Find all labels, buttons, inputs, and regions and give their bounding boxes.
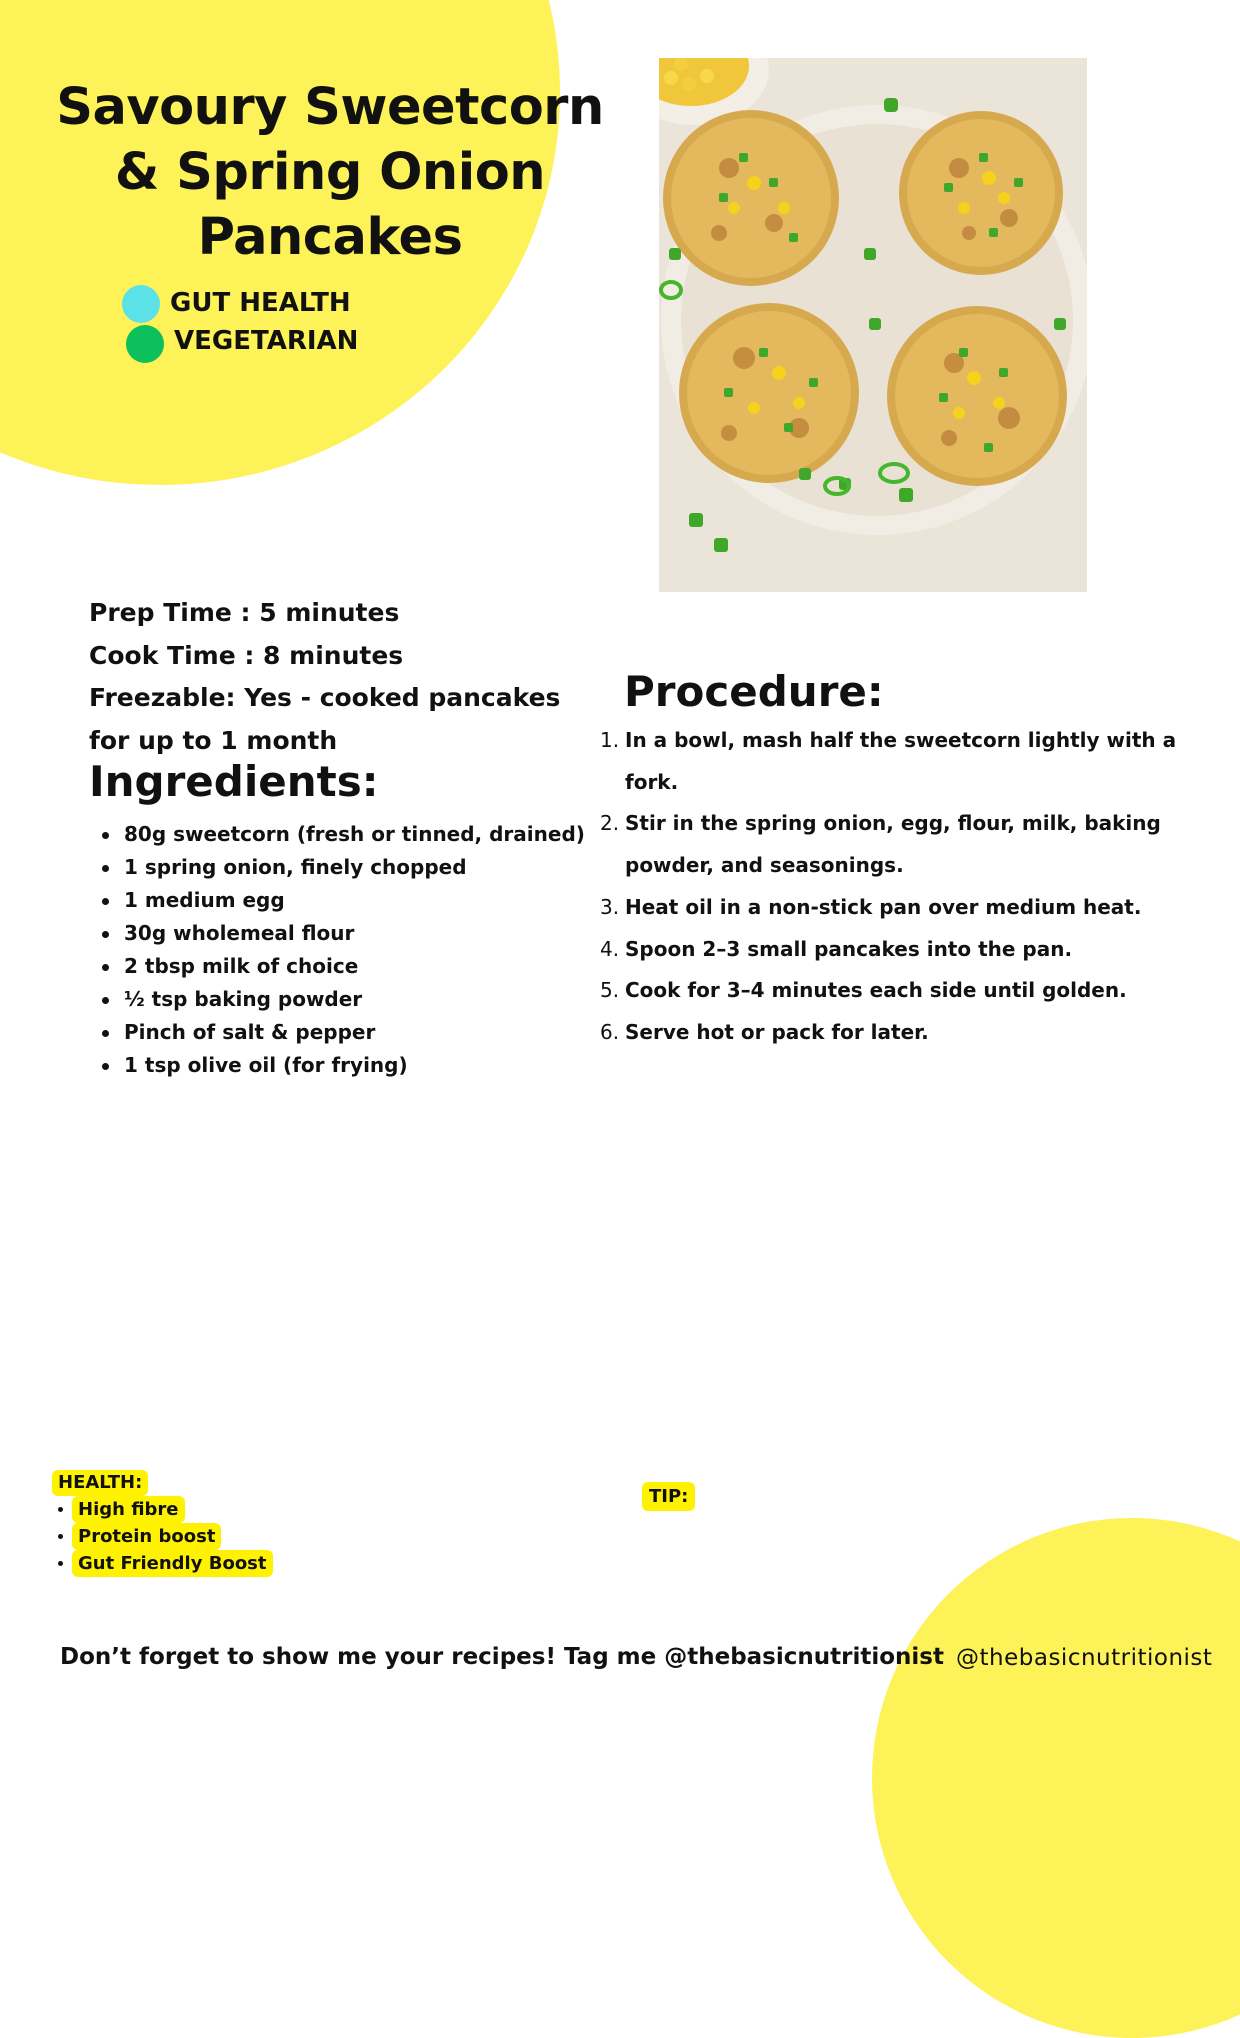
decorative-yellow-circle-bottom (872, 1518, 1240, 2038)
tip-box (642, 1482, 695, 1511)
step-number: 2. (600, 811, 620, 836)
health-item: High fibre (72, 1496, 185, 1523)
recipe-title: Savoury Sweetcorn & Spring Onion Pancakes (56, 78, 604, 267)
ingredient-item: 2 tbsp milk of choice (124, 950, 585, 983)
tag-label: VEGETARIAN (174, 326, 359, 356)
procedure-step (602, 929, 1202, 971)
tip-heading: TIP: (642, 1482, 695, 1511)
ingredient-item: 1 spring onion, finely chopped (124, 851, 585, 884)
step-text: Spoon 2–3 small pancakes into the pan. (625, 936, 1073, 961)
ingredient-item: ½ tsp baking powder (124, 983, 585, 1016)
procedure-step (602, 1012, 1202, 1054)
health-box (52, 1470, 273, 1577)
prep-time: Prep Time : 5 minutes (89, 598, 400, 627)
footer-social-handle[interactable]: @thebasicnutritionist (956, 1645, 1213, 1671)
step-number: 6. (600, 1019, 620, 1044)
step-number: 5. (600, 978, 620, 1003)
pancakes-photo-icon (659, 58, 1087, 592)
procedure-list (602, 720, 1202, 1054)
step-number: 3. (600, 894, 620, 919)
step-text: Cook for 3–4 minutes each side until golden. (625, 978, 1127, 1003)
freezable-line-1: Freezable: Yes - cooked pancakes (89, 683, 561, 712)
cook-time: Cook Time : 8 minutes (89, 640, 404, 670)
freezable-line-2: for up to 1 month (89, 725, 338, 755)
ingredients-heading: Ingredients: (89, 757, 379, 806)
ingredient-item: 1 medium egg (124, 884, 585, 917)
ingredient-item: Pinch of salt & pepper (124, 1016, 585, 1049)
ingredient-item: 80g sweetcorn (fresh or tinned, drained) (124, 818, 585, 851)
recipe-meta (89, 592, 589, 762)
procedure-heading: Procedure: (624, 667, 884, 716)
ingredient-item: 1 tsp olive oil (for frying) (124, 1049, 585, 1082)
step-text: In a bowl, mash half the sweetcorn lightly with a fork. (625, 728, 1177, 794)
procedure-step (602, 720, 1202, 803)
procedure-step (602, 887, 1202, 929)
step-text: Heat oil in a non-stick pan over medium heat. (625, 894, 1142, 919)
health-heading: HEALTH: (52, 1470, 148, 1496)
footer-call-to-action: Don’t forget to show me your recipes! Tag me @thebasicnutritionist (60, 1644, 944, 1670)
tag-dot-icon (122, 285, 160, 323)
step-text: Serve hot or pack for later. (625, 1019, 929, 1044)
procedure-step (602, 803, 1202, 886)
tag-dot-icon (126, 325, 164, 363)
step-text: Stir in the spring onion, egg, flour, milk, baking powder, and seasonings. (625, 811, 1161, 878)
ingredients-list (124, 818, 585, 1082)
health-list (52, 1496, 273, 1577)
tag-label: GUT HEALTH (170, 288, 351, 318)
ingredient-item: 30g wholemeal flour (124, 917, 585, 950)
pancakes-photo (659, 58, 1087, 592)
step-number: 4. (600, 936, 620, 961)
health-item: Gut Friendly Boost (72, 1550, 273, 1577)
procedure-step (602, 970, 1202, 1012)
health-item: Protein boost (72, 1523, 221, 1550)
step-number: 1. (600, 728, 620, 752)
